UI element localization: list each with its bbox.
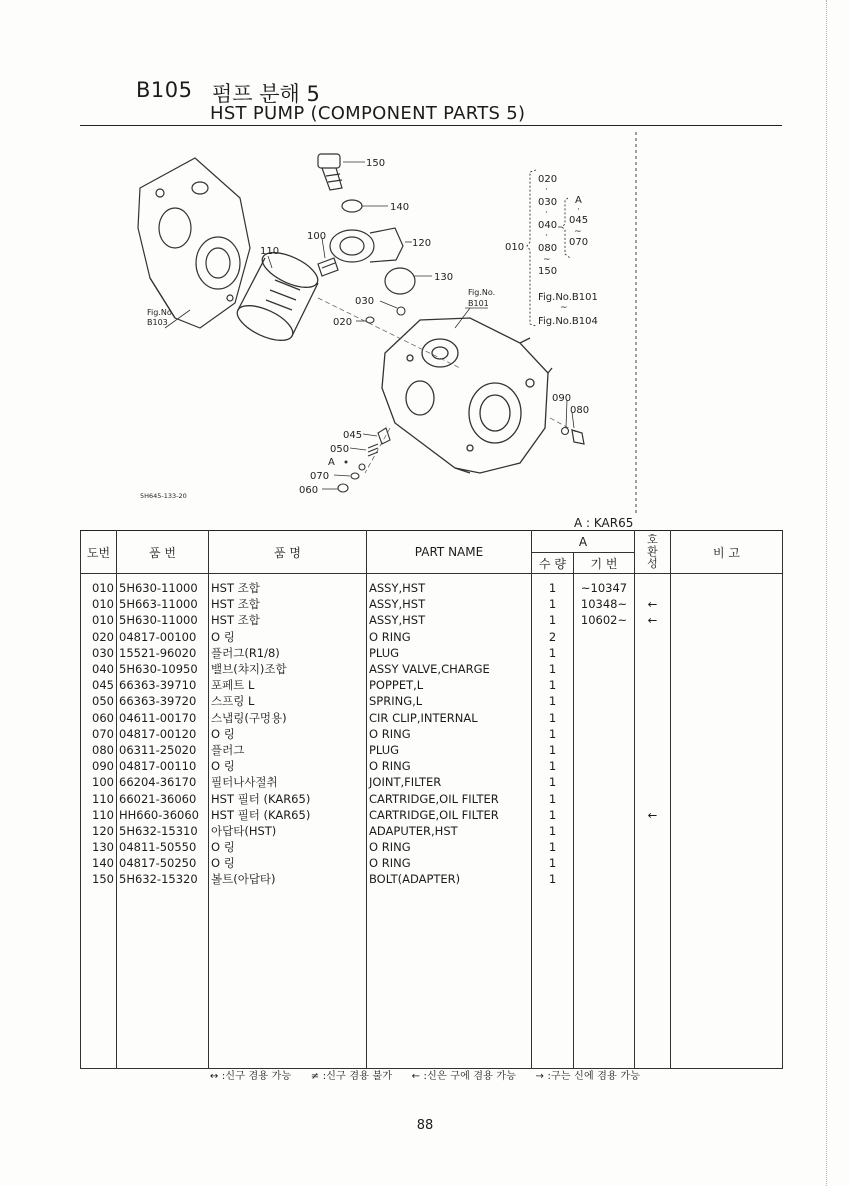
table-row <box>81 742 783 758</box>
interchange-char-3: 성 <box>647 557 658 570</box>
row-quantity: 1 <box>532 612 574 628</box>
col-header-qty: 수 량 <box>532 553 574 574</box>
callout-050: 050 <box>330 444 350 455</box>
row-remarks <box>671 629 783 645</box>
group-item-1: · <box>545 185 548 195</box>
row-remarks <box>671 823 783 839</box>
row-serial <box>574 855 635 871</box>
row-ref: 110 <box>81 807 117 823</box>
row-name-english: CARTRIDGE,OIL FILTER <box>367 807 532 823</box>
row-name-english: JOINT,FILTER <box>367 774 532 790</box>
row-name-english: BOLT(ADAPTER) <box>367 871 532 887</box>
interchangeability-legend <box>0 1067 850 1082</box>
o-ring-090-drawing <box>562 428 569 435</box>
callout-140: 140 <box>390 202 410 213</box>
fig-b103-number: B103 <box>147 318 168 327</box>
o-ring-140-drawing <box>342 200 362 212</box>
group-item-6: 080 <box>538 243 558 254</box>
row-quantity: 1 <box>532 693 574 709</box>
row-quantity: 1 <box>532 726 574 742</box>
row-interchange <box>635 710 671 726</box>
group-fig-tilde: ~ <box>560 303 568 313</box>
row-ref: 110 <box>81 790 117 806</box>
group-sub-4: 070 <box>569 237 589 248</box>
row-serial <box>574 693 635 709</box>
group-sub-2: 045 <box>569 215 589 226</box>
table-row <box>81 790 783 806</box>
row-interchange <box>635 693 671 709</box>
row-quantity: 1 <box>532 661 574 677</box>
row-interchange <box>635 677 671 693</box>
row-ref: 100 <box>81 774 117 790</box>
row-remarks <box>671 774 783 790</box>
row-part-number: HH660-36060 <box>117 807 209 823</box>
row-name-english: POPPET,L <box>367 677 532 693</box>
hst-pump-housing-drawing <box>382 318 552 473</box>
row-part-number: 5H630-11000 <box>117 580 209 596</box>
callout-110: 110 <box>260 246 280 257</box>
row-part-number: 5H632-15320 <box>117 871 209 887</box>
table-row <box>81 612 783 628</box>
row-name-english: O RING <box>367 629 532 645</box>
assembly-group-bracket <box>505 170 598 327</box>
row-name-korean: O 링 <box>209 726 367 742</box>
row-name-english: CIR CLIP,INTERNAL <box>367 710 532 726</box>
table-row <box>81 661 783 677</box>
row-remarks <box>671 807 783 823</box>
row-part-number: 04817-50250 <box>117 855 209 871</box>
row-name-korean: 스프링 L <box>209 693 367 709</box>
row-part-number: 15521-96020 <box>117 645 209 661</box>
row-quantity: 1 <box>532 807 574 823</box>
plug-030-drawing <box>397 307 405 315</box>
row-part-number: 5H663-11000 <box>117 596 209 612</box>
row-serial <box>574 629 635 645</box>
table-row <box>81 580 783 596</box>
row-interchange <box>635 758 671 774</box>
row-part-number: 04817-00100 <box>117 629 209 645</box>
row-remarks <box>671 758 783 774</box>
group-item-5: · <box>545 231 548 241</box>
section-title-english: HST PUMP (COMPONENT PARTS 5) <box>210 103 526 124</box>
table-blank-area <box>81 888 783 1069</box>
col-header-part-no: 품 번 <box>117 531 209 574</box>
col-header-variant: A <box>532 531 635 553</box>
row-interchange <box>635 645 671 661</box>
row-name-korean: O 링 <box>209 839 367 855</box>
table-row <box>81 758 783 774</box>
col-header-ref: 도번 <box>81 531 117 574</box>
callout-090: 090 <box>552 393 572 404</box>
row-ref: 140 <box>81 855 117 871</box>
legend-item: ← :신은 구에 겸용 가능 <box>411 1071 517 1082</box>
row-remarks <box>671 726 783 742</box>
group-sub-0: A <box>575 195 582 206</box>
row-interchange <box>635 629 671 645</box>
row-serial <box>574 661 635 677</box>
row-name-korean: 밸브(챠지)조합 <box>209 661 367 677</box>
callout-150: 150 <box>366 158 386 169</box>
row-interchange <box>635 774 671 790</box>
row-name-korean: O 링 <box>209 758 367 774</box>
row-name-korean: HST 조합 <box>209 580 367 596</box>
row-remarks <box>671 580 783 596</box>
row-ref: 010 <box>81 596 117 612</box>
row-remarks <box>671 871 783 887</box>
col-header-serial: 기 번 <box>574 553 635 574</box>
table-row <box>81 855 783 871</box>
plug-080-drawing <box>572 430 584 444</box>
legend-item: → :구는 신에 겸용 가능 <box>535 1071 641 1082</box>
row-ref: 130 <box>81 839 117 855</box>
row-serial <box>574 710 635 726</box>
row-remarks <box>671 661 783 677</box>
row-interchange <box>635 839 671 855</box>
group-item-0: 020 <box>538 174 558 185</box>
table-row <box>81 596 783 612</box>
callout-020: 020 <box>333 317 353 328</box>
row-remarks <box>671 645 783 661</box>
row-ref: 120 <box>81 823 117 839</box>
table-row <box>81 807 783 823</box>
row-quantity: 1 <box>532 774 574 790</box>
row-name-english: O RING <box>367 758 532 774</box>
callout-080: 080 <box>570 405 590 416</box>
row-ref: 150 <box>81 871 117 887</box>
group-fig-to: Fig.No.B104 <box>538 316 598 327</box>
row-name-english: ASSY VALVE,CHARGE <box>367 661 532 677</box>
row-remarks <box>671 839 783 855</box>
row-ref: 070 <box>81 726 117 742</box>
row-name-korean: 스냅링(구멍용) <box>209 710 367 726</box>
row-serial: 10348~ <box>574 596 635 612</box>
row-ref: 060 <box>81 710 117 726</box>
row-ref: 080 <box>81 742 117 758</box>
page-edge <box>826 0 828 1186</box>
row-name-english: CARTRIDGE,OIL FILTER <box>367 790 532 806</box>
group-fig-from: Fig.No.B101 <box>538 292 598 303</box>
exploded-parts-diagram <box>0 128 850 528</box>
row-ref: 010 <box>81 580 117 596</box>
row-quantity: 1 <box>532 871 574 887</box>
legend-item: ≠ :신구 겸용 불가 <box>310 1071 393 1082</box>
table-row <box>81 839 783 855</box>
group-root-ref: 010 <box>505 242 525 253</box>
row-ref: 020 <box>81 629 117 645</box>
row-quantity: 1 <box>532 710 574 726</box>
row-name-english: O RING <box>367 839 532 855</box>
row-name-korean: HST 조합 <box>209 612 367 628</box>
row-part-number: 5H632-15310 <box>117 823 209 839</box>
drawing-id: 5H645-133-20 <box>140 492 187 500</box>
row-interchange <box>635 661 671 677</box>
row-name-korean: 아답타(HST) <box>209 823 367 839</box>
group-item-3: · <box>545 208 548 218</box>
col-header-name-kr: 품 명 <box>209 531 367 574</box>
col-header-remarks: 비 고 <box>671 531 783 574</box>
row-part-number: 5H630-10950 <box>117 661 209 677</box>
callout-045: 045 <box>343 430 363 441</box>
row-part-number: 66021-36060 <box>117 790 209 806</box>
o-ring-130-drawing <box>385 268 415 294</box>
row-quantity: 1 <box>532 855 574 871</box>
row-name-korean: 플러그(R1/8) <box>209 645 367 661</box>
row-remarks <box>671 596 783 612</box>
row-quantity: 1 <box>532 677 574 693</box>
table-row <box>81 710 783 726</box>
row-remarks <box>671 693 783 709</box>
row-serial <box>574 774 635 790</box>
row-name-english: PLUG <box>367 645 532 661</box>
row-quantity: 1 <box>532 823 574 839</box>
row-remarks <box>671 742 783 758</box>
callout-100: 100 <box>307 231 327 242</box>
row-interchange <box>635 823 671 839</box>
bolt-adapter-drawing <box>318 154 342 190</box>
row-part-number: 04611-00170 <box>117 710 209 726</box>
row-serial <box>574 823 635 839</box>
row-part-number: 04811-50550 <box>117 839 209 855</box>
joint-filter-drawing <box>318 258 338 276</box>
table-row <box>81 774 783 790</box>
row-name-english: PLUG <box>367 742 532 758</box>
row-serial: ~10347 <box>574 580 635 596</box>
row-name-korean: 볼트(아답타) <box>209 871 367 887</box>
row-serial <box>574 742 635 758</box>
row-ref: 010 <box>81 612 117 628</box>
row-name-korean: HST 조합 <box>209 596 367 612</box>
row-quantity: 1 <box>532 839 574 855</box>
fig-b101-number: B101 <box>468 299 489 308</box>
col-header-interchange <box>635 531 671 574</box>
row-serial <box>574 807 635 823</box>
pump-housing-left-drawing <box>138 158 250 328</box>
row-part-number: 66363-39720 <box>117 693 209 709</box>
row-ref: 050 <box>81 693 117 709</box>
row-interchange <box>635 726 671 742</box>
row-part-number: 66363-39710 <box>117 677 209 693</box>
row-serial <box>574 645 635 661</box>
callout-060: 060 <box>299 485 319 496</box>
row-quantity: 1 <box>532 742 574 758</box>
callout-070: 070 <box>310 471 330 482</box>
row-name-korean: 플러그 <box>209 742 367 758</box>
row-remarks <box>671 855 783 871</box>
row-remarks <box>671 677 783 693</box>
row-quantity: 1 <box>532 758 574 774</box>
title-rule <box>80 125 782 126</box>
row-name-english: ASSY,HST <box>367 596 532 612</box>
row-name-korean: 포페트 L <box>209 677 367 693</box>
row-part-number: 04817-00110 <box>117 758 209 774</box>
row-interchange <box>635 742 671 758</box>
row-name-korean: O 링 <box>209 855 367 871</box>
group-item-7: ~ <box>543 255 551 265</box>
table-row <box>81 726 783 742</box>
row-part-number: 06311-25020 <box>117 742 209 758</box>
row-remarks <box>671 612 783 628</box>
row-quantity: 1 <box>532 790 574 806</box>
col-header-name-en: PART NAME <box>367 531 532 574</box>
parts-table-body <box>81 574 783 1069</box>
page-number: 88 <box>416 1118 434 1133</box>
row-interchange <box>635 790 671 806</box>
row-name-english: ADAPUTER,HST <box>367 823 532 839</box>
row-interchange <box>635 580 671 596</box>
section-code: B105 <box>136 78 193 102</box>
legend-item: ↔ :신구 겸용 가능 <box>209 1071 292 1082</box>
row-name-english: O RING <box>367 855 532 871</box>
row-name-korean: 필터나사절취 <box>209 774 367 790</box>
fig-b103-label: Fig.No. <box>147 308 175 317</box>
row-serial <box>574 790 635 806</box>
table-row <box>81 645 783 661</box>
table-row <box>81 871 783 887</box>
row-interchange <box>635 855 671 871</box>
row-interchange: ← <box>635 807 671 823</box>
row-remarks <box>671 790 783 806</box>
row-serial: 10602~ <box>574 612 635 628</box>
group-sub-1: · <box>577 205 580 215</box>
row-serial <box>574 726 635 742</box>
interchange-char-2: 환 <box>647 545 658 558</box>
group-sub-3: ~ <box>574 227 582 237</box>
row-name-korean: O 링 <box>209 629 367 645</box>
row-serial <box>574 839 635 855</box>
row-interchange: ← <box>635 612 671 628</box>
section-title-korean: 펌프 분해 5 <box>212 82 320 106</box>
row-quantity: 1 <box>532 596 574 612</box>
callout-a: A <box>328 457 335 468</box>
parts-table <box>80 530 783 1069</box>
row-part-number: 66204-36170 <box>117 774 209 790</box>
row-serial <box>574 758 635 774</box>
row-serial <box>574 871 635 887</box>
row-name-english: SPRING,L <box>367 693 532 709</box>
table-row <box>81 823 783 839</box>
oil-filter-cartridge-drawing <box>232 246 322 348</box>
row-ref: 040 <box>81 661 117 677</box>
group-item-4: 040 <box>538 220 558 231</box>
adapter-hst-drawing <box>330 228 403 262</box>
row-quantity: 2 <box>532 629 574 645</box>
row-part-number: 5H630-11000 <box>117 612 209 628</box>
row-name-english: ASSY,HST <box>367 612 532 628</box>
row-ref: 030 <box>81 645 117 661</box>
o-ring-020-drawing <box>366 317 374 323</box>
callout-130: 130 <box>434 272 454 283</box>
row-serial <box>574 677 635 693</box>
callout-120: 120 <box>412 238 432 249</box>
group-item-8: 150 <box>538 266 558 277</box>
row-quantity: 1 <box>532 580 574 596</box>
table-row <box>81 693 783 709</box>
row-ref: 045 <box>81 677 117 693</box>
interchange-char-1: 호 <box>647 533 658 546</box>
row-interchange <box>635 871 671 887</box>
row-part-number: 04817-00120 <box>117 726 209 742</box>
table-row <box>81 677 783 693</box>
row-name-korean: HST 필터 (KAR65) <box>209 807 367 823</box>
row-interchange: ← <box>635 596 671 612</box>
row-remarks <box>671 710 783 726</box>
fig-b101-label: Fig.No. <box>468 288 496 297</box>
row-ref: 090 <box>81 758 117 774</box>
group-item-2: 030 <box>538 197 558 208</box>
row-quantity: 1 <box>532 645 574 661</box>
callout-030: 030 <box>355 296 375 307</box>
table-row <box>81 629 783 645</box>
row-name-korean: HST 필터 (KAR65) <box>209 790 367 806</box>
row-name-english: O RING <box>367 726 532 742</box>
variant-note: A : KAR65 <box>574 516 634 530</box>
row-name-english: ASSY,HST <box>367 580 532 596</box>
